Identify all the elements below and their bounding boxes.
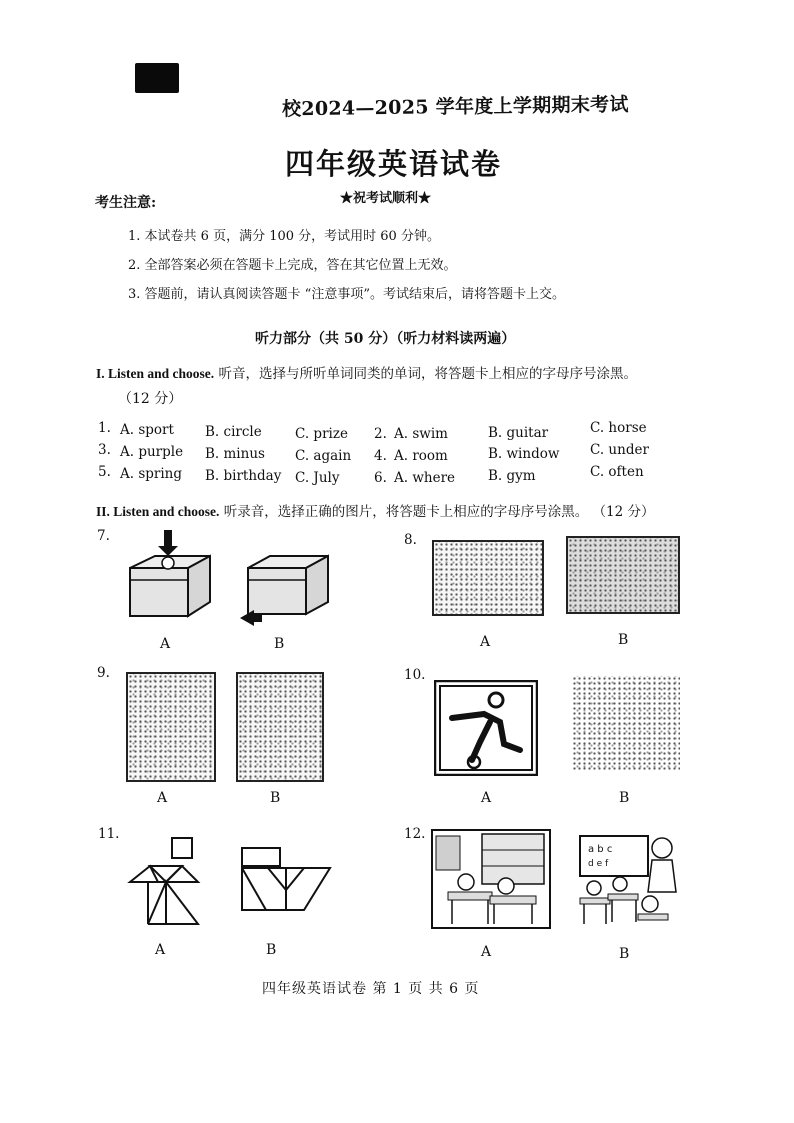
q3-option-b: B. minus [205, 446, 265, 462]
section2-title-en: II. Listen and choose. [96, 504, 220, 519]
q2-option-c: C. horse [590, 420, 647, 436]
q4-number: 4. [374, 448, 387, 464]
q1-option-a: A. sport [120, 422, 174, 438]
q6-option-a: A. where [394, 470, 456, 486]
q4-option-b: B. window [488, 446, 560, 462]
item9-number: 9. [97, 665, 110, 681]
exam-title-line2: 四年级英语试卷 [285, 147, 503, 181]
q6-option-b: B. gym [488, 468, 536, 484]
q5-option-a: A. spring [120, 466, 183, 482]
item12-picture-a [430, 826, 552, 930]
q3-option-a: A. purple [120, 444, 184, 460]
good-luck-line: ★祝考试顺利★ [340, 191, 432, 206]
q3-option-c: C. again [295, 448, 352, 464]
section1-score: （12 分） [118, 391, 183, 407]
item7-number: 7. [97, 528, 110, 544]
item7-picture-b [236, 552, 336, 628]
item11-number: 11. [98, 826, 120, 842]
item8-picture-a [432, 540, 544, 616]
q4-option-a: A. room [394, 448, 448, 464]
item12-label-b: B [619, 946, 630, 962]
q5-option-c: C. July [295, 470, 340, 486]
page-footer: 四年级英语试卷 第 1 页 共 6 页 [262, 981, 480, 997]
q2-number: 2. [374, 426, 387, 442]
item9-picture-a [126, 672, 216, 782]
notice-rule-2: 2. 全部答案必须在答题卡上完成，答在其它位置上无效。 [128, 258, 457, 273]
q2-option-b: B. guitar [488, 425, 549, 441]
notice-rule-3: 3. 答题前，请认真阅读答题卡 “注意事项”。考试结束后，请将答题卡上交。 [128, 287, 565, 302]
item10-label-a: A [481, 790, 492, 806]
item7-label-a: A [160, 636, 171, 652]
item12-label-a: A [481, 944, 492, 960]
q3-number: 3. [98, 442, 111, 458]
section1-title-cn: 听音，选择与所听单词同类的单词，将答题卡上相应的字母序号涂黑。 [218, 366, 637, 382]
q4-option-c: C. under [590, 442, 649, 458]
notice-heading: 考生注意: [95, 195, 157, 211]
section1-title-en: I. Listen and choose. [96, 366, 215, 381]
item10-label-b: B [619, 790, 630, 806]
q5-option-b: B. birthday [205, 468, 282, 484]
item10-picture-a [434, 680, 538, 776]
item7-label-b: B [274, 636, 285, 652]
exam-title-line1: 校2024—2025 学年度上学期期末考试 [281, 93, 629, 121]
item11-picture-a [126, 836, 206, 932]
item11-label-b: B [266, 942, 277, 958]
item12-number: 12. [404, 826, 426, 842]
q1-option-b: B. circle [205, 424, 262, 440]
q1-option-c: C. prize [295, 426, 348, 442]
item11-picture-b [238, 842, 334, 914]
section2-title-cn: 听录音，选择正确的图片，将答题卡上相应的字母序号涂黑。 [223, 504, 589, 520]
item8-picture-b [566, 536, 680, 614]
item7-picture-a [120, 528, 220, 628]
scan-blot [135, 63, 179, 93]
item10-number: 10. [404, 667, 426, 683]
svg-text:d e f: d e f [588, 859, 609, 869]
item9-label-a: A [157, 790, 168, 806]
item8-label-b: B [618, 632, 629, 648]
listening-heading: 听力部分（共 50 分）（听力材料读两遍） [255, 331, 516, 347]
q6-number: 6. [374, 470, 387, 486]
section2-title [96, 500, 654, 520]
q2-option-a: A. swim [394, 426, 448, 442]
q5-number: 5. [98, 464, 111, 480]
svg-text:a b c: a b c [588, 844, 613, 855]
section2-score: （12 分） [592, 504, 655, 520]
item12-picture-b [572, 832, 684, 928]
item9-label-b: B [270, 790, 281, 806]
item11-label-a: A [155, 942, 166, 958]
q1-number: 1. [98, 420, 111, 436]
notice-rule-1: 1. 本试卷共 6 页，满分 100 分，考试用时 60 分钟。 [128, 229, 440, 244]
q6-option-c: C. often [590, 464, 644, 480]
item9-picture-b [236, 672, 324, 782]
item10-picture-b [572, 676, 680, 772]
section1-title [96, 362, 637, 382]
item8-label-a: A [480, 634, 491, 650]
item8-number: 8. [404, 532, 417, 548]
